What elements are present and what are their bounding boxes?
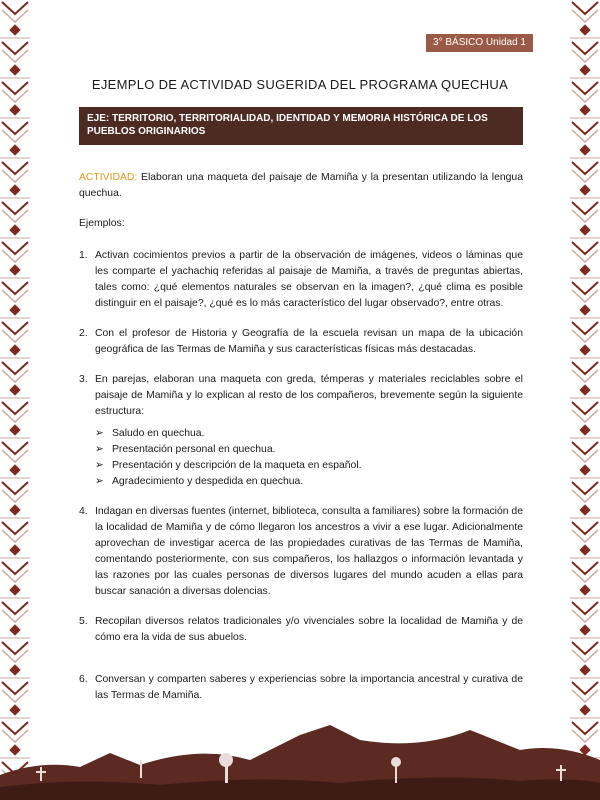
item-number: 4. [79, 506, 88, 517]
activity-paragraph [79, 170, 523, 202]
activity-label: ACTIVIDAD: [79, 172, 138, 183]
item-text: Indagan en diversas fuentes (internet, biblioteca, consulta a familiares) sobre la formación de la localidad de Mamiña y de cómo llegaron los ancestros a vivir a ese lugar. Adicionalmente aprovechan de investigar acerca de las propiedades curativas de las Termas de Mamiña, comentando posteriormente, con sus compañeros, los hallazgos o información levantada y las razones por las cuales personas de diversos lugares del mundo acuden a ellas para buscar sanación a diversas dolencias. [95, 506, 523, 597]
arrow-bullet-icon: ➢ [95, 444, 104, 455]
item-number: 6. [79, 674, 88, 685]
bullet-item [95, 442, 523, 458]
bullet-item [95, 458, 523, 474]
arrow-bullet-icon: ➢ [95, 460, 104, 471]
examples-heading: Ejemplos: [79, 218, 125, 229]
list-item [79, 326, 523, 358]
bullet-text: Presentación personal en quechua. [112, 444, 276, 455]
item-text: Activan cocimientos previos a partir de la observación de imágenes, videos o láminas que les comparte el yachachiq referidas al paisaje de Mamiña, a través de preguntas abiertas, tales como: ¿qué elementos naturales se observan en la imagen?, ¿qué clima es posible distinguir en el paisaje?, ¿qué es lo más característico del lugar observado?, entre otras. [95, 250, 523, 309]
activity-content [79, 170, 523, 704]
item-text: Recopilan diversos relatos tradicionales y/o vivenciales sobre la localidad de Mamiña y de cómo era la vida de sus abuelos. [95, 616, 523, 643]
item-number: 5. [79, 616, 88, 627]
page-title: EJEMPLO DE ACTIVIDAD SUGERIDA DEL PROGRAMA QUECHUA [91, 77, 509, 92]
grade-unit-badge: 3° BÁSICO Unidad 1 [426, 34, 533, 52]
list-item [79, 504, 523, 600]
item-text: Con el profesor de Historia y Geografía de la escuela revisan un mapa de la ubicación geográfica de las Termas de Mamiña y sus características físicas más destacadas. [95, 328, 523, 355]
item-text: Conversan y comparten saberes y experiencias sobre la importancia ancestral y curativa de las Termas de Mamiña. [95, 674, 523, 701]
arrow-bullet-icon: ➢ [95, 428, 104, 439]
left-border-pattern [0, 0, 30, 800]
bullet-item [95, 426, 523, 442]
list-item [79, 672, 523, 704]
arrow-bullet-icon: ➢ [95, 476, 104, 487]
bullet-text: Saludo en quechua. [112, 428, 205, 439]
list-item [79, 248, 523, 312]
structure-bullets [79, 426, 523, 490]
item-number: 1. [79, 250, 88, 261]
bullet-text: Presentación y descripción de la maqueta en español. [112, 460, 362, 471]
axis-heading-bar: EJE: TERRITORIO, TERRITORIALIDAD, IDENTIDAD Y MEMORIA HISTÓRICA DE LOS PUEBLOS ORIGINARIOS [79, 107, 523, 145]
item-text: En parejas, elaboran una maqueta con greda, témperas y materiales reciclables sobre el paisaje de Mamiña y lo explican al resto de los compañeros, brevemente según la siguiente estructura: [95, 374, 523, 417]
list-item [79, 614, 523, 646]
list-item [79, 372, 523, 420]
item-number: 3. [79, 374, 88, 385]
footer-landscape-illustration [0, 705, 600, 800]
bullet-text: Agradecimiento y despedida en quechua. [112, 476, 304, 487]
item-number: 2. [79, 328, 88, 339]
activity-text: Elaboran una maqueta del paisaje de Mamiña y la presentan utilizando la lengua quechua. [79, 172, 523, 199]
bullet-item [95, 474, 523, 490]
right-border-pattern [570, 0, 600, 800]
